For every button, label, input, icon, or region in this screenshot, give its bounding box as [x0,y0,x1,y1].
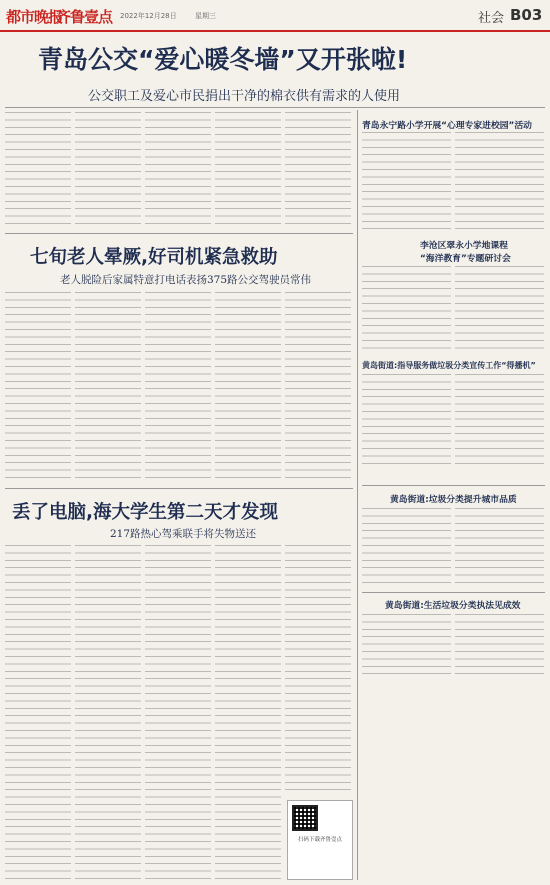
story3-body-col3 [145,545,211,880]
story2-subhead: 老人脱险后家属特意打电话表扬375路公交驾驶员常伟 [60,274,312,286]
story2-body-col3 [145,292,211,482]
app-logo: 齐鲁壹点 [56,8,113,26]
sidebar-body [362,614,451,674]
section-name: 社会 [478,11,505,26]
divider [5,233,353,234]
qr-box [287,800,353,880]
page-number: B03 [510,6,543,24]
story2-headline: 七旬老人晕厥,好司机紧急救助 [30,247,278,268]
story3-subhead: 217路热心驾乘联手将失物送还 [110,528,257,540]
story2-body-col4 [215,292,281,482]
sidebar-title-3: 黄岛街道:指导服务做垃圾分类宣传工作“得播机” [362,361,536,370]
divider [5,488,353,489]
sidebar-body [455,266,544,354]
sidebar-body [455,374,544,468]
story2-body-col5 [285,292,351,482]
qr-code-icon[interactable] [292,805,318,831]
story3-body-col4 [215,545,281,880]
sidebar-body [455,508,544,588]
lead-body-col3 [145,112,211,230]
sidebar-body [455,132,544,232]
column-divider [357,110,358,880]
newspaper-logo: 都市晚报 [6,8,63,26]
issue-date: 2022年12月28日 [120,12,177,20]
sidebar-title-4: 黄岛街道:垃圾分类提升城市品质 [390,495,517,505]
sidebar-title-2b: “海洋教育”专题研讨会 [420,254,511,264]
story3-headline: 丢了电脑,海大学生第二天才发现 [12,502,279,523]
sidebar-body [362,266,451,354]
divider [362,485,545,486]
sidebar-body [362,132,451,232]
sidebar-body [362,508,451,588]
story2-body-col1 [5,292,71,482]
story2-body-col2 [75,292,141,482]
issue-weekday: 星期三 [195,12,216,20]
story3-body-col2 [75,545,141,880]
lead-body-col1 [5,112,71,230]
lead-subhead: 公交职工及爱心市民捐出干净的棉衣供有需求的人使用 [88,89,401,104]
lead-headline: 青岛公交“爱心暖冬墙”又开张啦! [38,45,408,74]
sidebar-title-1: 青岛永宁路小学开展“心理专家进校园”活动 [362,121,532,131]
qr-caption: 扫码下载齐鲁壹点 [297,837,342,843]
sidebar-body [455,614,544,674]
lead-body-col5 [285,112,351,230]
story3-body-col5 [285,545,351,795]
divider [5,107,545,108]
lead-body-col4 [215,112,281,230]
divider [362,592,545,593]
sidebar-title-5: 黄岛街道:生活垃圾分类执法见成效 [385,601,521,611]
sidebar-title-2a: 李沧区翠永小学地课程 [420,241,508,251]
story3-body-col1 [5,545,71,880]
lead-body-col2 [75,112,141,230]
sidebar-body [362,374,451,468]
